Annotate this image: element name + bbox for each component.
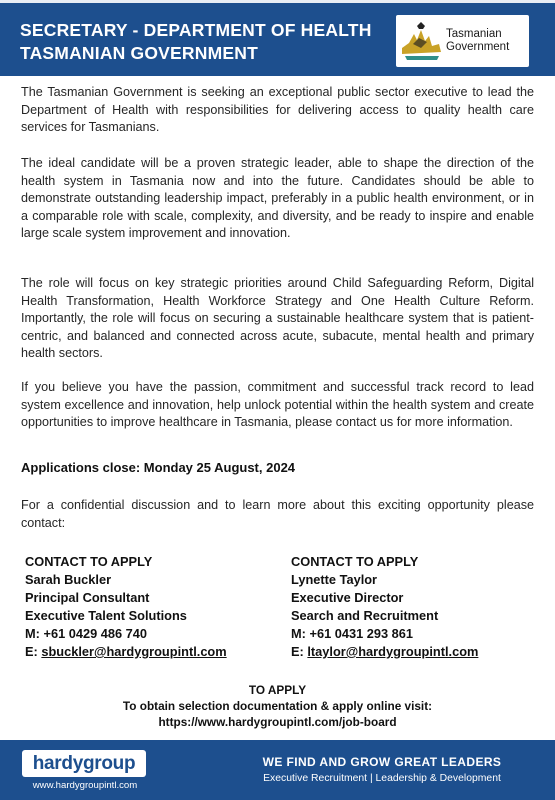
contact-name: Sarah Buckler <box>25 572 112 587</box>
to-apply-instructions: To obtain selection documentation & apply online visit: <box>122 699 433 713</box>
contact-heading: CONTACT TO APPLY <box>25 554 153 569</box>
applications-close-date: Applications close: Monday 25 August, 2024 <box>21 460 296 475</box>
role-paragraph: The role will focus on key strategic priorities around Child Safeguarding Reform, Digital Health Transformation, Health Workforce Strategy and One Health Culture Reform. Importantly, the role will focus on securing a sustainable healthcare system that is patient-centric, and balanced and connected across acute, subacute, mental health and primary health sectors. <box>21 276 534 361</box>
website-link[interactable]: www.hardygroupintl.com <box>32 780 138 791</box>
candidate-paragraph: The ideal candidate will be a proven strategic leader, able to shape the direction of the health system in Tasmania now and into the future. Candidates should be able to demonstrate outstanding leadership impact, preferably in a public health environment, or in a comparable role with scale, complexity, and diversity, and be ready to inspire and enable large scale system improvement and innovation. <box>21 156 534 241</box>
contact-heading: CONTACT TO APPLY <box>291 554 419 569</box>
contact-title: Principal Consultant <box>25 590 150 605</box>
title-line-1: SECRETARY - DEPARTMENT OF HEALTH <box>20 20 372 40</box>
to-apply-heading: TO APPLY <box>248 683 307 697</box>
contact-department: Search and Recruitment <box>291 608 439 623</box>
logo-wordmark <box>446 28 526 54</box>
intro-paragraph: The Tasmanian Government is seeking an exceptional public sector executive to lead the Department of Health with responsibilities for delivering access to quality health care services for Tasmanians. <box>21 85 534 135</box>
contact-email-row <box>25 643 275 661</box>
logo-line-2: Government <box>446 41 510 53</box>
contact-title: Executive Director <box>291 590 404 605</box>
email-prefix: E: <box>291 644 308 659</box>
footer-tagline: WE FIND AND GROW GREAT LEADERS <box>262 755 502 769</box>
contact-invite-paragraph: If you believe you have the passion, commitment and successful track record to lead system excellence and innovation, help unlock potential within the health system and create opportunities to improve healthcare in Tasmania, please contact us for more information. <box>21 380 534 430</box>
email-prefix: E: <box>25 644 42 659</box>
page-title <box>20 19 390 65</box>
footer-subtagline: Executive Recruitment | Leadership & Development <box>263 773 501 784</box>
contact-phone: M: +61 0429 486 740 <box>25 626 148 641</box>
contact-card-lynette <box>291 553 541 661</box>
footer-banner <box>0 740 555 800</box>
contact-phone: M: +61 0431 293 861 <box>291 626 414 641</box>
logo-line-1: Tasmanian <box>446 28 502 40</box>
confidential-discussion-paragraph: For a confidential discussion and to learn more about this exciting opportunity please contact: <box>21 498 534 530</box>
contact-department: Executive Talent Solutions <box>25 608 187 623</box>
to-apply-section <box>0 682 555 730</box>
tasmanian-tiger-icon <box>399 18 445 64</box>
contact-email-row <box>291 643 541 661</box>
title-line-2: TASMANIAN GOVERNMENT <box>20 43 258 63</box>
header-banner <box>0 0 555 76</box>
contact-name: Lynette Taylor <box>291 572 378 587</box>
contact-email-link[interactable]: ltaylor@hardygroupintl.com <box>307 644 479 659</box>
contact-email-link[interactable]: sbuckler@hardygroupintl.com <box>41 644 227 659</box>
hardygroup-logo: hardygroup <box>22 750 146 777</box>
contact-card-sarah <box>25 553 275 661</box>
job-board-link[interactable]: https://www.hardygroupintl.com/job-board <box>158 715 397 729</box>
tasmanian-government-logo <box>396 15 529 67</box>
